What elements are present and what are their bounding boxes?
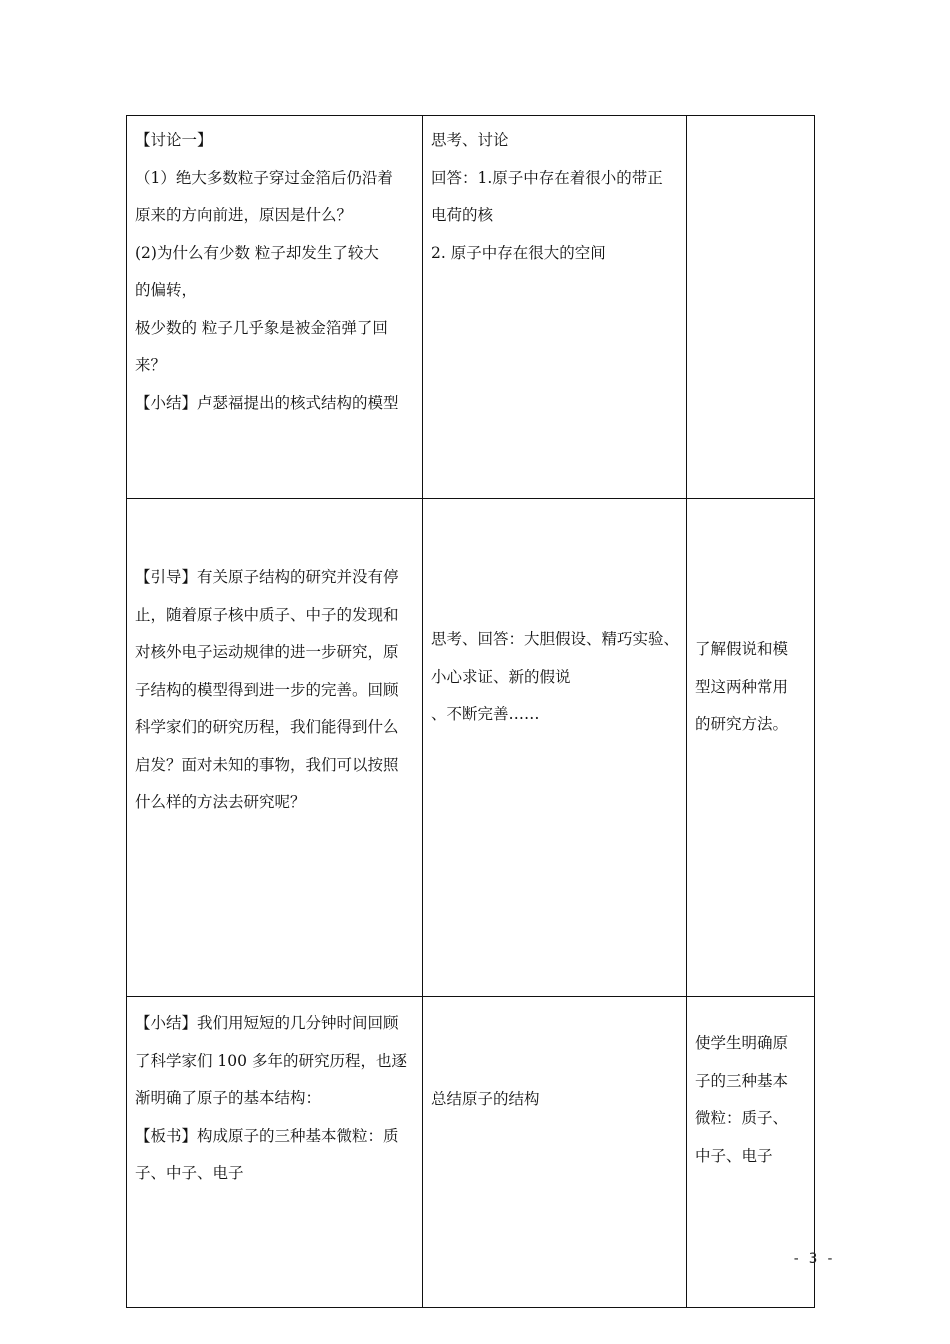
text-line: 子、中子、电子 — [135, 1164, 244, 1182]
text-line: 了科学家们 100 多年的研究历程，也逐 — [135, 1051, 407, 1070]
text-line: （1）绝大多数粒子穿过金箔后仍沿着 — [135, 168, 393, 187]
lesson-table — [126, 115, 815, 1308]
text-line: 微粒：质子、 — [695, 1109, 789, 1127]
text-line: 中子、电子 — [695, 1146, 773, 1165]
text-line: 对核外电子运动规律的进一步研究，原 — [135, 643, 399, 661]
cell-teacher-activity — [127, 499, 423, 997]
text-line: 思考、回答：大胆假设、精巧实验、 — [431, 630, 680, 648]
text-line: 了解假说和模 — [695, 640, 789, 658]
cell-design-intent — [687, 116, 815, 499]
table-row — [127, 499, 815, 997]
text-line: 【引导】有关原子结构的研究并没有停 — [135, 568, 399, 586]
text-line: 2. 原子中存在很大的空间 — [431, 243, 606, 262]
cell-design-intent — [687, 499, 815, 997]
text-line: 【小结】我们用短短的几分钟时间回顾 — [135, 1014, 399, 1032]
table-row — [127, 116, 815, 499]
text-line: 启发？面对未知的事物，我们可以按照 — [135, 755, 399, 774]
text-line: 渐明确了原子的基本结构： — [135, 1089, 322, 1107]
cell-teacher-activity — [127, 116, 423, 499]
cell-teacher-activity — [127, 997, 423, 1308]
text-line: 思考、讨论 — [431, 131, 509, 149]
table-row — [127, 997, 815, 1308]
text-line: 使学生明确原 — [695, 1034, 789, 1052]
text-line: 止，随着原子核中质子、中子的发现和 — [135, 605, 399, 624]
text-line: 原来的方向前进，原因是什么？ — [135, 206, 353, 224]
text-line: 的偏转， — [135, 281, 198, 299]
text-line: 子的三种基本 — [695, 1071, 789, 1090]
text-line: 电荷的核 — [431, 206, 494, 224]
text-line: 科学家们的研究历程，我们能得到什么 — [135, 718, 399, 736]
text-line: (2)为什么有少数 粒子却发生了较大 — [135, 243, 379, 262]
text-line: 【小结】卢瑟福提出的核式结构的模型 — [135, 393, 399, 412]
text-line: 子结构的模型得到进一步的完善。回顾 — [135, 680, 399, 699]
page-number: - 3 - — [792, 1251, 835, 1267]
text-line: 型这两种常用 — [695, 677, 789, 696]
cell-student-activity — [423, 116, 687, 499]
text-line: 什么样的方法去研究呢？ — [135, 793, 306, 811]
text-line: 极少数的 粒子几乎象是被金箔弹了回 — [135, 318, 388, 337]
cell-student-activity — [423, 997, 687, 1308]
text-line: 总结原子的结构 — [431, 1090, 540, 1108]
cell-student-activity — [423, 499, 687, 997]
text-line: 、不断完善…… — [431, 705, 540, 723]
text-line: 来？ — [135, 356, 167, 374]
text-line: 小心求证、新的假说 — [431, 667, 571, 686]
text-line: 的研究方法。 — [695, 715, 789, 733]
text-line: 【板书】构成原子的三种基本微粒：质 — [135, 1126, 399, 1145]
text-line: 【讨论一】 — [135, 131, 213, 149]
text-line: 回答：1.原子中存在着很小的带正 — [431, 168, 663, 187]
